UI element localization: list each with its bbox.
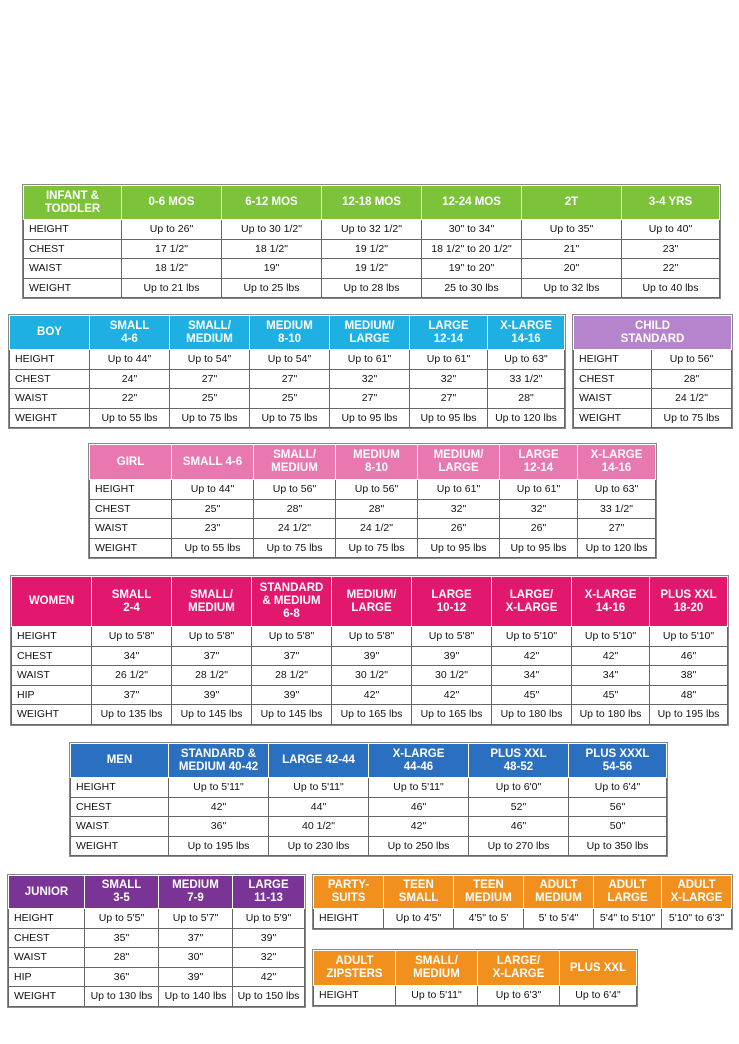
size-value: 24 1/2" — [336, 519, 418, 539]
table-row — [10, 389, 565, 409]
size-value: 25 to 30 lbs — [422, 278, 522, 298]
size-value: 27" — [410, 389, 488, 409]
size-value: 56" — [569, 797, 667, 817]
size-value: Up to 26" — [122, 220, 222, 240]
size-value: 46" — [469, 817, 569, 837]
size-value: 35" — [85, 928, 159, 948]
size-value: 27" — [250, 369, 330, 389]
size-value: Up to 195 lbs — [650, 705, 728, 725]
size-header: 3-4 YRS — [622, 186, 720, 220]
table-row — [10, 408, 565, 428]
table-row — [24, 259, 720, 279]
size-value: Up to 61" — [410, 350, 488, 370]
size-header: SMALL/ MEDIUM — [254, 445, 336, 480]
size-header: X-LARGE 14-16 — [578, 445, 656, 480]
size-value: Up to 56" — [254, 480, 336, 500]
category-header: MEN — [71, 744, 169, 778]
size-value: 19" to 20" — [422, 259, 522, 279]
table-row — [90, 519, 656, 539]
size-header: 0-6 MOS — [122, 186, 222, 220]
header-row — [314, 951, 637, 986]
row-label: WEIGHT — [90, 538, 172, 558]
size-header: MEDIUM 8-10 — [336, 445, 418, 480]
size-header: PLUS XXL 48-52 — [469, 744, 569, 778]
size-header: SMALL/ MEDIUM — [172, 577, 252, 627]
row-label: WAIST — [90, 519, 172, 539]
size-value: Up to 30 1/2" — [222, 220, 322, 240]
table-row — [9, 987, 305, 1007]
size-value: Up to 54" — [170, 350, 250, 370]
size-value: Up to 56" — [336, 480, 418, 500]
size-header: LARGE/ X-LARGE — [492, 577, 572, 627]
size-header: MEDIUM/ LARGE — [332, 577, 412, 627]
row-label: WEIGHT — [71, 836, 169, 856]
size-value: Up to 5'11" — [269, 778, 369, 798]
row-label: HEIGHT — [71, 778, 169, 798]
table-row — [574, 350, 732, 370]
category-header: WOMEN — [12, 577, 92, 627]
size-header: MEDIUM/ LARGE — [418, 445, 500, 480]
size-value: Up to 4'5" — [384, 909, 454, 929]
size-header: SMALL/ MEDIUM — [396, 951, 478, 986]
size-value: Up to 28 lbs — [322, 278, 422, 298]
size-value: 30" — [159, 948, 233, 968]
header-row — [314, 876, 732, 909]
table-row — [9, 948, 305, 968]
size-value: Up to 5'8" — [332, 627, 412, 647]
size-value: 23" — [172, 519, 254, 539]
size-header: LARGE 11-13 — [233, 876, 305, 909]
size-value: Up to 120 lbs — [578, 538, 656, 558]
size-value: 25" — [172, 499, 254, 519]
row-label: WEIGHT — [10, 408, 90, 428]
size-value: Up to 5'10" — [492, 627, 572, 647]
size-value: Up to 55 lbs — [90, 408, 170, 428]
size-header: X-LARGE 14-16 — [572, 577, 650, 627]
table-row — [10, 350, 565, 370]
size-value: 52" — [469, 797, 569, 817]
size-header: X-LARGE 44-46 — [369, 744, 469, 778]
men-size-table — [70, 743, 667, 856]
size-value: 39" — [332, 646, 412, 666]
size-value: 45" — [492, 685, 572, 705]
size-value: 39" — [233, 928, 305, 948]
size-value: Up to 56" — [652, 350, 732, 370]
size-value: Up to 5'5" — [85, 909, 159, 929]
size-header: SMALL 3-5 — [85, 876, 159, 909]
size-value: Up to 5'11" — [396, 986, 478, 1006]
child-standard-size-table — [573, 315, 732, 428]
size-value: Up to 6'3" — [478, 986, 560, 1006]
size-value: 24 1/2" — [652, 389, 732, 409]
size-header: ADULT X-LARGE — [662, 876, 732, 909]
size-value: Up to 180 lbs — [572, 705, 650, 725]
size-value: Up to 63" — [578, 480, 656, 500]
row-label: HEIGHT — [10, 350, 90, 370]
row-label: CHEST — [71, 797, 169, 817]
category-header: CHILD STANDARD — [574, 316, 732, 350]
size-value: 28" — [652, 369, 732, 389]
size-value: 44" — [269, 797, 369, 817]
table-row — [24, 220, 720, 240]
infant-toddler-size-table — [23, 185, 720, 298]
table-row — [314, 909, 732, 929]
size-value: 21" — [522, 239, 622, 259]
size-value: 28" — [336, 499, 418, 519]
size-value: 42" — [369, 817, 469, 837]
size-value: 42" — [233, 967, 305, 987]
size-header: MEDIUM/ LARGE — [330, 316, 410, 350]
table-row — [314, 986, 637, 1006]
row-label: CHEST — [24, 239, 122, 259]
size-value: Up to 5'11" — [169, 778, 269, 798]
category-header: ADULT ZIPSTERS — [314, 951, 396, 986]
size-header: PLUS XXL 18-20 — [650, 577, 728, 627]
size-value: Up to 32 lbs — [522, 278, 622, 298]
table-row — [90, 538, 656, 558]
size-value: 27" — [170, 369, 250, 389]
row-label: HEIGHT — [90, 480, 172, 500]
size-value: Up to 5'8" — [172, 627, 252, 647]
size-value: 46" — [369, 797, 469, 817]
size-value: 48" — [650, 685, 728, 705]
row-label: HEIGHT — [574, 350, 652, 370]
table-row — [12, 627, 728, 647]
size-value: Up to 55 lbs — [172, 538, 254, 558]
size-value: 33 1/2" — [488, 369, 565, 389]
size-value: 34" — [92, 646, 172, 666]
size-value: 30 1/2" — [412, 666, 492, 686]
size-value: 37" — [159, 928, 233, 948]
size-header: 2T — [522, 186, 622, 220]
junior-size-table — [8, 875, 305, 1007]
row-label: HIP — [12, 685, 92, 705]
size-value: 36" — [169, 817, 269, 837]
size-value: 32" — [410, 369, 488, 389]
size-value: Up to 54" — [250, 350, 330, 370]
size-header: TEEN SMALL — [384, 876, 454, 909]
size-value: 37" — [252, 646, 332, 666]
table-row — [574, 389, 732, 409]
size-value: 5' to 5'4" — [524, 909, 594, 929]
row-label: WEIGHT — [9, 987, 85, 1007]
row-label: WAIST — [10, 389, 90, 409]
size-header: MEDIUM 8-10 — [250, 316, 330, 350]
size-header: ADULT LARGE — [594, 876, 662, 909]
header-row — [12, 577, 728, 627]
size-value: Up to 44" — [90, 350, 170, 370]
size-value: Up to 40" — [622, 220, 720, 240]
size-value: Up to 95 lbs — [330, 408, 410, 428]
table-row — [10, 369, 565, 389]
header-row — [90, 445, 656, 480]
size-value: 32" — [330, 369, 410, 389]
row-label: CHEST — [90, 499, 172, 519]
table-row — [574, 369, 732, 389]
size-value: 19 1/2" — [322, 239, 422, 259]
size-value: Up to 5'10" — [650, 627, 728, 647]
size-value: 30" to 34" — [422, 220, 522, 240]
row-label: WEIGHT — [574, 408, 652, 428]
size-value: 30 1/2" — [332, 666, 412, 686]
size-value: Up to 61" — [418, 480, 500, 500]
size-header: PLUS XXL — [560, 951, 637, 986]
women-size-table — [11, 576, 728, 725]
size-value: 37" — [92, 685, 172, 705]
size-value: Up to 63" — [488, 350, 565, 370]
size-value: Up to 75 lbs — [170, 408, 250, 428]
size-header: 12-18 MOS — [322, 186, 422, 220]
size-value: Up to 5'8" — [412, 627, 492, 647]
size-header: LARGE/ X-LARGE — [478, 951, 560, 986]
row-label: HEIGHT — [314, 986, 396, 1006]
row-label: CHEST — [9, 928, 85, 948]
category-header: PARTY- SUITS — [314, 876, 384, 909]
row-label: WAIST — [574, 389, 652, 409]
size-value: Up to 145 lbs — [172, 705, 252, 725]
size-value: 42" — [572, 646, 650, 666]
size-value: Up to 95 lbs — [500, 538, 578, 558]
adult-zipsters-size-table — [313, 950, 637, 1006]
size-header: STANDARD & MEDIUM 6-8 — [252, 577, 332, 627]
size-value: 28" — [85, 948, 159, 968]
size-value: 36" — [85, 967, 159, 987]
size-value: 18 1/2" — [122, 259, 222, 279]
size-value: Up to 5'8" — [92, 627, 172, 647]
size-header: 6-12 MOS — [222, 186, 322, 220]
size-header: STANDARD & MEDIUM 40-42 — [169, 744, 269, 778]
row-label: CHEST — [574, 369, 652, 389]
size-value: 22" — [622, 259, 720, 279]
girl-size-table — [89, 444, 656, 558]
size-value: Up to 120 lbs — [488, 408, 565, 428]
size-value: 24" — [90, 369, 170, 389]
size-value: Up to 75 lbs — [336, 538, 418, 558]
size-value: 27" — [578, 519, 656, 539]
size-value: 45" — [572, 685, 650, 705]
size-value: 34" — [572, 666, 650, 686]
header-row — [24, 186, 720, 220]
size-value: 28 1/2" — [252, 666, 332, 686]
size-header: TEEN MEDIUM — [454, 876, 524, 909]
size-value: 32" — [233, 948, 305, 968]
size-value: 5'4" to 5'10" — [594, 909, 662, 929]
size-value: Up to 165 lbs — [332, 705, 412, 725]
size-value: Up to 135 lbs — [92, 705, 172, 725]
table-row — [9, 909, 305, 929]
size-value: Up to 150 lbs — [233, 987, 305, 1007]
size-value: Up to 195 lbs — [169, 836, 269, 856]
table-row — [90, 499, 656, 519]
size-value: Up to 75 lbs — [250, 408, 330, 428]
size-value: Up to 61" — [330, 350, 410, 370]
size-value: 32" — [418, 499, 500, 519]
size-value: 28 1/2" — [172, 666, 252, 686]
size-header: X-LARGE 14-16 — [488, 316, 565, 350]
row-label: HEIGHT — [314, 909, 384, 929]
size-value: 25" — [170, 389, 250, 409]
size-header: LARGE 12-14 — [500, 445, 578, 480]
size-value: Up to 40 lbs — [622, 278, 720, 298]
category-header: INFANT & TODDLER — [24, 186, 122, 220]
size-value: 27" — [330, 389, 410, 409]
header-row — [71, 744, 667, 778]
size-value: Up to 130 lbs — [85, 987, 159, 1007]
size-value: Up to 5'10" — [572, 627, 650, 647]
size-value: 34" — [492, 666, 572, 686]
size-value: Up to 44" — [172, 480, 254, 500]
size-value: Up to 5'9" — [233, 909, 305, 929]
size-header: MEDIUM 7-9 — [159, 876, 233, 909]
row-label: HEIGHT — [24, 220, 122, 240]
size-value: Up to 145 lbs — [252, 705, 332, 725]
size-header: LARGE 10-12 — [412, 577, 492, 627]
category-header: JUNIOR — [9, 876, 85, 909]
size-value: 24 1/2" — [254, 519, 336, 539]
size-value: Up to 75 lbs — [254, 538, 336, 558]
size-value: 40 1/2" — [269, 817, 369, 837]
size-value: Up to 165 lbs — [412, 705, 492, 725]
row-label: HEIGHT — [9, 909, 85, 929]
size-value: 42" — [492, 646, 572, 666]
table-row — [12, 666, 728, 686]
row-label: HEIGHT — [12, 627, 92, 647]
size-value: Up to 6'0" — [469, 778, 569, 798]
size-value: 28" — [254, 499, 336, 519]
row-label: WAIST — [12, 666, 92, 686]
size-header: SMALL 2-4 — [92, 577, 172, 627]
size-value: 26" — [500, 519, 578, 539]
size-value: 38" — [650, 666, 728, 686]
size-header: 12-24 MOS — [422, 186, 522, 220]
row-label: WAIST — [71, 817, 169, 837]
category-header: GIRL — [90, 445, 172, 480]
size-value: Up to 250 lbs — [369, 836, 469, 856]
size-value: Up to 25 lbs — [222, 278, 322, 298]
size-value: 19 1/2" — [322, 259, 422, 279]
row-label: CHEST — [10, 369, 90, 389]
table-row — [9, 928, 305, 948]
size-value: Up to 140 lbs — [159, 987, 233, 1007]
table-row — [90, 480, 656, 500]
table-row — [71, 797, 667, 817]
size-value: Up to 61" — [500, 480, 578, 500]
party-suits-size-table — [313, 875, 732, 929]
size-value: 20" — [522, 259, 622, 279]
table-row — [71, 778, 667, 798]
table-row — [12, 685, 728, 705]
size-header: LARGE 42-44 — [269, 744, 369, 778]
size-header: SMALL 4-6 — [172, 445, 254, 480]
row-label: WAIST — [9, 948, 85, 968]
size-value: Up to 75 lbs — [652, 408, 732, 428]
size-value: 37" — [172, 646, 252, 666]
row-label: WEIGHT — [12, 705, 92, 725]
size-value: 26 1/2" — [92, 666, 172, 686]
header-row — [10, 316, 565, 350]
size-value: Up to 95 lbs — [418, 538, 500, 558]
table-row — [12, 646, 728, 666]
size-value: Up to 6'4" — [569, 778, 667, 798]
size-value: 39" — [252, 685, 332, 705]
header-row — [574, 316, 732, 350]
row-label: WEIGHT — [24, 278, 122, 298]
size-value: 39" — [159, 967, 233, 987]
size-value: 50" — [569, 817, 667, 837]
size-value: Up to 5'7" — [159, 909, 233, 929]
size-value: 23" — [622, 239, 720, 259]
size-value: 18 1/2" to 20 1/2" — [422, 239, 522, 259]
size-value: 17 1/2" — [122, 239, 222, 259]
size-value: Up to 32 1/2" — [322, 220, 422, 240]
size-value: 22" — [90, 389, 170, 409]
size-value: 39" — [412, 646, 492, 666]
header-row — [9, 876, 305, 909]
size-header: SMALL 4-6 — [90, 316, 170, 350]
size-value: Up to 5'8" — [252, 627, 332, 647]
size-value: 25" — [250, 389, 330, 409]
size-value: 46" — [650, 646, 728, 666]
size-value: 39" — [172, 685, 252, 705]
size-value: Up to 5'11" — [369, 778, 469, 798]
size-value: Up to 6'4" — [560, 986, 637, 1006]
size-header: ADULT MEDIUM — [524, 876, 594, 909]
size-value: 19" — [222, 259, 322, 279]
boy-size-table — [9, 315, 565, 428]
row-label: WAIST — [24, 259, 122, 279]
size-value: 28" — [488, 389, 565, 409]
size-value: 18 1/2" — [222, 239, 322, 259]
size-value: 42" — [332, 685, 412, 705]
table-row — [71, 836, 667, 856]
table-row — [9, 967, 305, 987]
size-header: PLUS XXXL 54-56 — [569, 744, 667, 778]
size-header: LARGE 12-14 — [410, 316, 488, 350]
size-value: 5'10" to 6'3" — [662, 909, 732, 929]
size-value: Up to 180 lbs — [492, 705, 572, 725]
size-value: 42" — [169, 797, 269, 817]
size-value: Up to 95 lbs — [410, 408, 488, 428]
size-value: 42" — [412, 685, 492, 705]
size-value: Up to 270 lbs — [469, 836, 569, 856]
size-value: Up to 21 lbs — [122, 278, 222, 298]
size-value: 26" — [418, 519, 500, 539]
size-value: 4'5" to 5' — [454, 909, 524, 929]
size-value: Up to 350 lbs — [569, 836, 667, 856]
size-value: 33 1/2" — [578, 499, 656, 519]
table-row — [12, 705, 728, 725]
category-header: BOY — [10, 316, 90, 350]
size-value: Up to 230 lbs — [269, 836, 369, 856]
table-row — [574, 408, 732, 428]
size-header: SMALL/ MEDIUM — [170, 316, 250, 350]
row-label: HIP — [9, 967, 85, 987]
table-row — [71, 817, 667, 837]
row-label: CHEST — [12, 646, 92, 666]
table-row — [24, 278, 720, 298]
size-value: 32" — [500, 499, 578, 519]
table-row — [24, 239, 720, 259]
size-value: Up to 35" — [522, 220, 622, 240]
